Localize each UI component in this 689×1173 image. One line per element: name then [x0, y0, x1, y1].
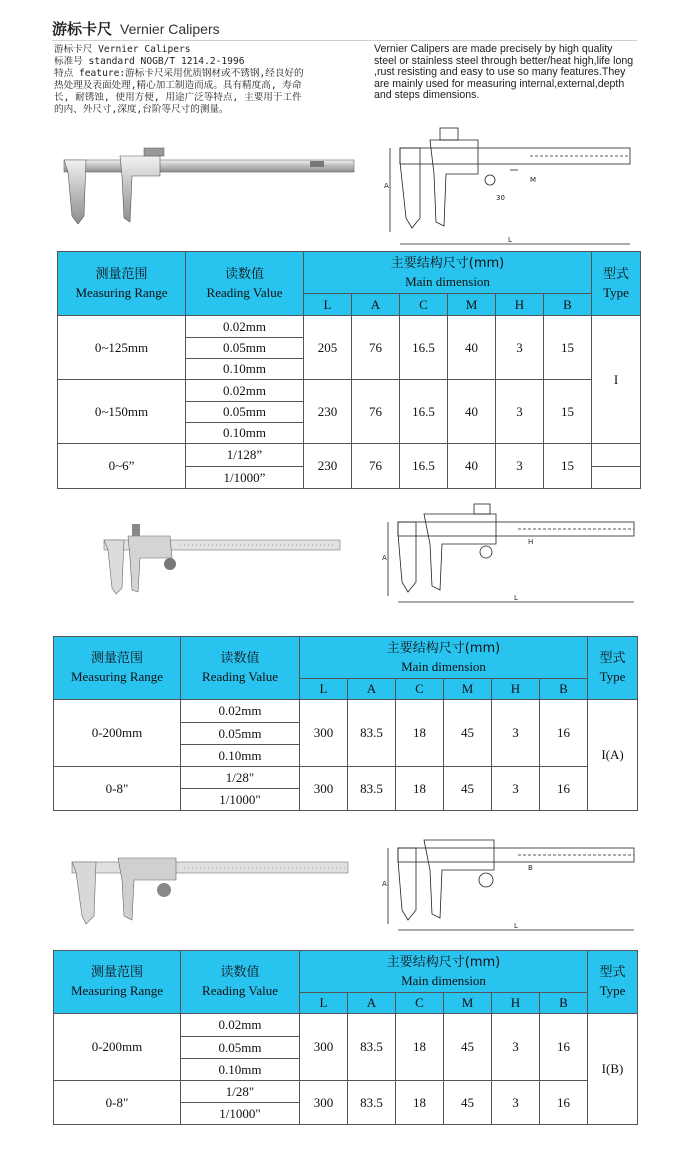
- dim-cell: 16: [540, 1081, 588, 1125]
- dim-label-30: 30: [496, 194, 505, 202]
- header-reading-zh: 读数值: [224, 266, 264, 282]
- range-cell: 0~125mm: [58, 316, 186, 380]
- reading-cell: 0.10mm: [186, 359, 304, 380]
- header-main-zh: 主要结构尺寸(mm): [386, 640, 501, 656]
- header-range-en: Measuring Range: [75, 284, 168, 300]
- dim-cell: 300: [300, 767, 348, 811]
- dim-cell: 16.5: [400, 316, 448, 380]
- dim-label-A: A: [382, 880, 387, 888]
- range-cell: 0~6”: [58, 444, 186, 489]
- header-main-dimension: [300, 951, 588, 993]
- dim-cell: 18: [396, 700, 444, 767]
- header-reading: [186, 252, 304, 316]
- header-main-dimension: [304, 252, 592, 294]
- intro-line: 特点 feature:游标卡尺采用优质钢材或不锈钢,经良好的: [54, 68, 304, 79]
- caliper-photo-1: [60, 132, 360, 228]
- header-type-zh: 型式: [599, 965, 626, 980]
- dim-cell: 230: [304, 380, 352, 444]
- dim-cell: 76: [352, 316, 400, 380]
- type-cell: I(A): [588, 700, 638, 811]
- dim-cell: 83.5: [348, 1081, 396, 1125]
- header-type: [588, 637, 638, 700]
- header-type-zh: 型式: [599, 651, 626, 666]
- dim-header: L: [300, 993, 348, 1014]
- reading-cell: 0.05mm: [186, 338, 304, 359]
- dim-cell: 16.5: [400, 380, 448, 444]
- technical-drawing-1: [380, 122, 640, 252]
- title-english: Vernier Calipers: [120, 21, 220, 37]
- header-reading: [181, 951, 300, 1014]
- dim-header: B: [544, 294, 592, 316]
- page-title: [52, 18, 220, 40]
- dim-cell: 45: [444, 1081, 492, 1125]
- dim-cell: 15: [544, 444, 592, 489]
- range-cell: 0-200mm: [54, 700, 181, 767]
- dim-cell: 18: [396, 767, 444, 811]
- dim-label-L: L: [514, 922, 518, 930]
- header-reading: [181, 637, 300, 700]
- header-type: [588, 951, 638, 1014]
- header-range-en: Measuring Range: [70, 983, 164, 998]
- dim-header: H: [492, 679, 540, 700]
- dim-label-A: A: [382, 554, 387, 562]
- reading-cell: 0.02mm: [186, 380, 304, 402]
- intro-chinese: [54, 44, 364, 116]
- caliper-photo-3: [64, 842, 356, 932]
- reading-cell: 1/1000": [181, 1103, 300, 1125]
- header-range-zh: 测量范围: [90, 651, 143, 666]
- dim-cell: 40: [448, 380, 496, 444]
- header-range-zh: 测量范围: [90, 965, 143, 980]
- dim-header: M: [448, 294, 496, 316]
- dim-cell: 15: [544, 380, 592, 444]
- range-cell: 0-8": [54, 1081, 181, 1125]
- header-reading-en: Reading Value: [206, 284, 283, 300]
- intro-line: 的内、外尺寸,深度,台阶等尺寸的测量。: [54, 104, 229, 115]
- technical-drawing-3: [378, 824, 640, 936]
- dim-header: A: [348, 993, 396, 1014]
- caliper-photo-2: [100, 518, 345, 608]
- header-main-en: Main dimension: [401, 972, 486, 988]
- technical-drawing-2: [378, 500, 640, 608]
- dim-cell: 16: [540, 767, 588, 811]
- dim-header: C: [396, 679, 444, 700]
- reading-cell: 0.10mm: [181, 1059, 300, 1081]
- intro-line: 热处理及表面处理,精心加工制造而成。具有精度高, 寿命: [54, 80, 302, 91]
- dim-cell: 83.5: [348, 767, 396, 811]
- range-cell: 0-8": [54, 767, 181, 811]
- intro-english: Vernier Calipers are made precisely by high quality steel or stainless steel through better/heat high,life long ,rust resisting and easy to use so many features.They are mainly used for measuring internal,external,depth and steps dimensions.: [374, 43, 634, 102]
- dim-cell: 83.5: [348, 700, 396, 767]
- range-cell: 0~150mm: [58, 380, 186, 444]
- header-reading-en: Reading Value: [202, 669, 278, 684]
- dim-cell: 40: [448, 316, 496, 380]
- dim-header: H: [496, 294, 544, 316]
- dim-cell: 16.5: [400, 444, 448, 489]
- dim-cell: 45: [444, 700, 492, 767]
- header-range: [54, 637, 181, 700]
- reading-cell: 0.02mm: [186, 316, 304, 338]
- dim-cell: 3: [492, 767, 540, 811]
- header-range: [58, 252, 186, 316]
- dim-cell: 300: [300, 1014, 348, 1081]
- dim-header: B: [540, 679, 588, 700]
- title-divider: [52, 40, 637, 41]
- dim-cell: 3: [492, 700, 540, 767]
- dim-label-A: A: [384, 182, 389, 190]
- dim-cell: 300: [300, 700, 348, 767]
- type-cell: I: [592, 316, 641, 444]
- dim-header: L: [300, 679, 348, 700]
- dim-header: M: [444, 679, 492, 700]
- dim-header: A: [352, 294, 400, 316]
- dim-cell: 16: [540, 1014, 588, 1081]
- spec-table-3: [53, 950, 638, 1125]
- dim-header: C: [400, 294, 448, 316]
- reading-cell: 0.10mm: [186, 423, 304, 444]
- dim-cell: 45: [444, 1014, 492, 1081]
- reading-cell: 0.05mm: [186, 402, 304, 423]
- intro-line: 标准号 standard NOGB/T 1214.2-1996: [54, 56, 245, 67]
- dim-cell: 40: [448, 444, 496, 489]
- dim-cell: 15: [544, 316, 592, 380]
- header-range: [54, 951, 181, 1014]
- header-main-en: Main dimension: [401, 658, 486, 674]
- reading-cell: 1/28": [181, 1081, 300, 1103]
- header-reading-zh: 读数值: [220, 651, 260, 666]
- intro-line: 长, 耐锈蚀, 使用方便, 用途广泛等特点, 主要用于工件: [54, 92, 302, 103]
- dim-cell: 18: [396, 1081, 444, 1125]
- reading-cell: 1/1000”: [186, 467, 304, 489]
- dim-cell: 3: [496, 316, 544, 380]
- dim-cell: 18: [396, 1014, 444, 1081]
- dim-cell: 76: [352, 380, 400, 444]
- intro-line: 游标卡尺 Vernier Calipers: [54, 44, 191, 55]
- dim-cell: 3: [492, 1014, 540, 1081]
- header-main-en: Main dimension: [405, 273, 490, 289]
- header-main-zh: 主要结构尺寸(mm): [390, 255, 505, 271]
- dim-header: C: [396, 993, 444, 1014]
- reading-cell: 0.02mm: [181, 700, 300, 723]
- dim-label-H: H: [528, 538, 534, 546]
- dim-label-L: L: [508, 236, 512, 244]
- dim-cell: 205: [304, 316, 352, 380]
- dim-cell: 83.5: [348, 1014, 396, 1081]
- dim-cell: 300: [300, 1081, 348, 1125]
- dim-header: L: [304, 294, 352, 316]
- header-main-zh: 主要结构尺寸(mm): [386, 954, 501, 970]
- spec-table-2: [53, 636, 638, 811]
- dim-header: H: [492, 993, 540, 1014]
- reading-cell: 1/1000": [181, 789, 300, 811]
- dim-header: B: [540, 993, 588, 1014]
- reading-cell: 0.05mm: [181, 723, 300, 745]
- reading-cell: 0.02mm: [181, 1014, 300, 1037]
- dim-label-L: L: [514, 594, 518, 602]
- dim-cell: 45: [444, 767, 492, 811]
- header-type: [592, 252, 641, 316]
- header-type-zh: 型式: [603, 266, 630, 282]
- header-range-en: Measuring Range: [70, 669, 164, 684]
- reading-cell: 1/128”: [186, 444, 304, 467]
- dim-label-B: B: [528, 864, 533, 872]
- spec-table-1: [57, 251, 641, 489]
- reading-cell: 0.10mm: [181, 745, 300, 767]
- dim-cell: 3: [496, 380, 544, 444]
- dim-label-M: M: [530, 176, 537, 184]
- reading-cell: 1/28": [181, 767, 300, 789]
- dim-header: A: [348, 679, 396, 700]
- header-type-en: Type: [603, 284, 629, 300]
- header-type-en: Type: [599, 983, 626, 998]
- header-type-en: Type: [599, 669, 626, 684]
- header-main-dimension: [300, 637, 588, 679]
- range-cell: 0-200mm: [54, 1014, 181, 1081]
- dim-cell: 3: [496, 444, 544, 489]
- header-reading-en: Reading Value: [202, 983, 278, 998]
- dim-header: M: [444, 993, 492, 1014]
- reading-cell: 0.05mm: [181, 1037, 300, 1059]
- dim-cell: 230: [304, 444, 352, 489]
- dim-cell: 3: [492, 1081, 540, 1125]
- header-reading-zh: 读数值: [220, 965, 260, 980]
- header-range-zh: 测量范围: [95, 266, 148, 282]
- type-cell: I(B): [588, 1014, 638, 1125]
- dim-cell: 16: [540, 700, 588, 767]
- type-cell-empty: [592, 467, 641, 489]
- dim-cell: 76: [352, 444, 400, 489]
- title-chinese: 游标卡尺: [52, 20, 113, 38]
- type-cell-empty: [592, 444, 641, 467]
